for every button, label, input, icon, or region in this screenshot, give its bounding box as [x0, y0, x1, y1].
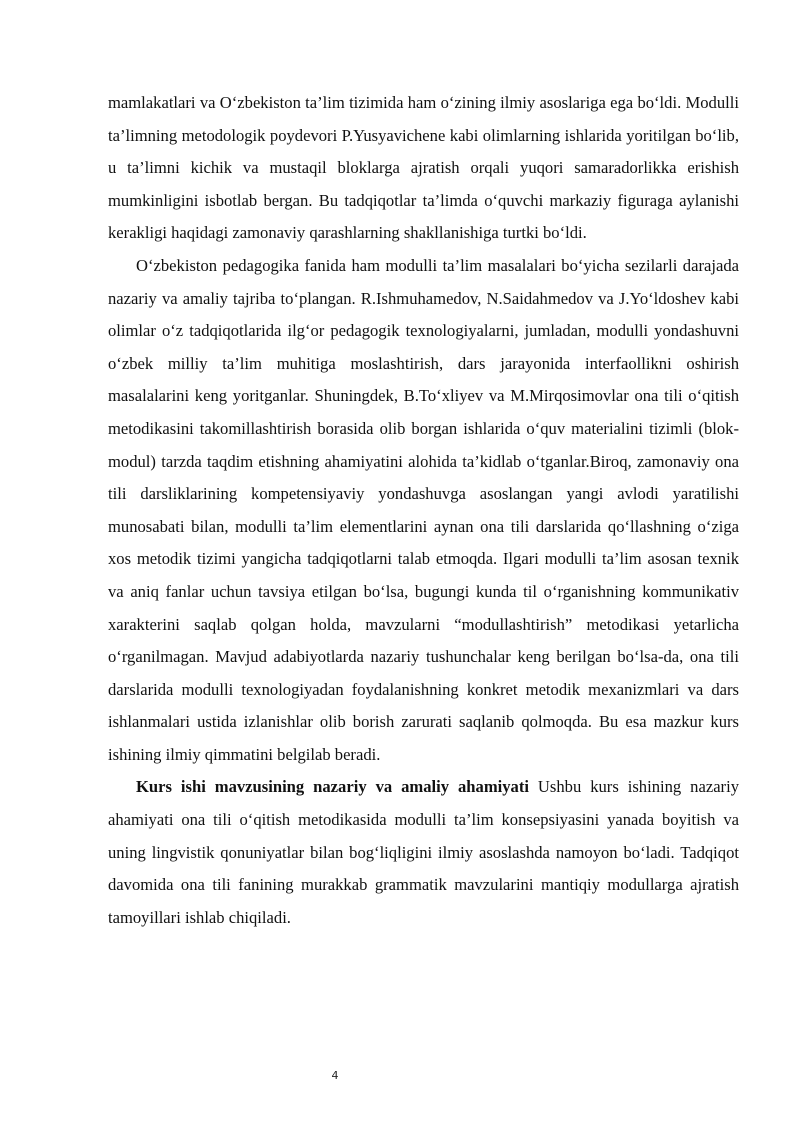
paragraph-3-text: Ushbu kurs ishining nazariy ahamiyati ona tili o‘qitish metodikasida modulli ta’lim konsepsiyasini yanada boyitish va uning lingvistik qonuniyatlar bilan bog‘liqligini ilmiy asoslashda namoyon bo‘ladi. Tadqiqot davomida ona tili fanining murakkab grammatik mavzularini mantiqiy modullarga ajratish tamoyillari ishlab chiqiladi. [108, 777, 739, 927]
paragraph-2: O‘zbekiston pedagogika fanida ham modulli ta’lim masalalari bo‘yicha sezilarli darajada nazariy va amaliy tajriba to‘plangan. R.Ishmuhamedov, N.Saidahmedov va J.Yo‘ldoshev kabi olimlar o‘z tadqiqotlarida ilg‘or pedagogik texnologiyalarni, jumladan, modulli yondashuvni o‘zbek milliy ta’lim muhitiga moslashtirish, dars jarayonida interfaollikni oshirish masalalarini keng yoritganlar. Shuningdek, B.To‘xliyev va M.Mirqosimovlar ona tili o‘qitish metodikasini takomillashtirish borasida olib borgan ishlarida o‘quv materialini tizimli (blok-modul) tarzda taqdim etishning ahamiyatini alohida ta’kidlab o‘tganlar.Biroq, zamonaviy ona tili darsliklarining kompetensiyaviy yondashuvga asoslangan yangi avlodi yaratilishi munosabati bilan, modulli ta’lim elementlarini aynan ona tili darslarida qo‘llashning o‘ziga xos metodik tizimi yangicha tadqiqotlarni talab etmoqda. Ilgari modulli ta’lim asosan texnik va aniq fanlar uchun tavsiya etilgan bo‘lsa, bugungi kunda til o‘rganishning kommunikativ xarakterini saqlab qolgan holda, mavzularni “modullashtirish” metodikasi yetarlicha o‘rganilmagan. Mavjud adabiyotlarda nazariy tushunchalar keng berilgan bo‘lsa-da, ona tili darslarida modulli texnologiyadan foydalanishning konkret metodik mexanizmlari va dars ishlanmalari ustida izlanishlar olib borish zarurati saqlanib qolmoqda. Bu esa mazkur kurs ishining ilmiy qimmatini belgilab beradi. [108, 255, 739, 764]
paragraph-1: mamlakatlari va O‘zbekiston ta’lim tizimida ham o‘zining ilmiy asoslariga ega bo‘ldi. Modulli ta’limning metodologik poydevori P.Yusyavichene kabi olimlarning ishlarida yoritilgan bo‘lib, u ta’limni kichik va mustaqil bloklarga ajratish orqali yuqori samaradorlikka erishish mumkinligini isbotlab bergan. Bu tadqiqotlar ta’limda o‘quvchi markaziy figuraga aylanishi kerakligi haqidagi zamonaviy qarashlarning shakllanishiga turtki bo‘ldi. [108, 93, 739, 243]
paragraph-3 [108, 771, 739, 934]
section-heading: Kurs ishi mavzusining nazariy va amaliy ahamiyati [136, 777, 529, 797]
page-number: 4 [331, 1069, 339, 1082]
body-text [108, 87, 739, 934]
